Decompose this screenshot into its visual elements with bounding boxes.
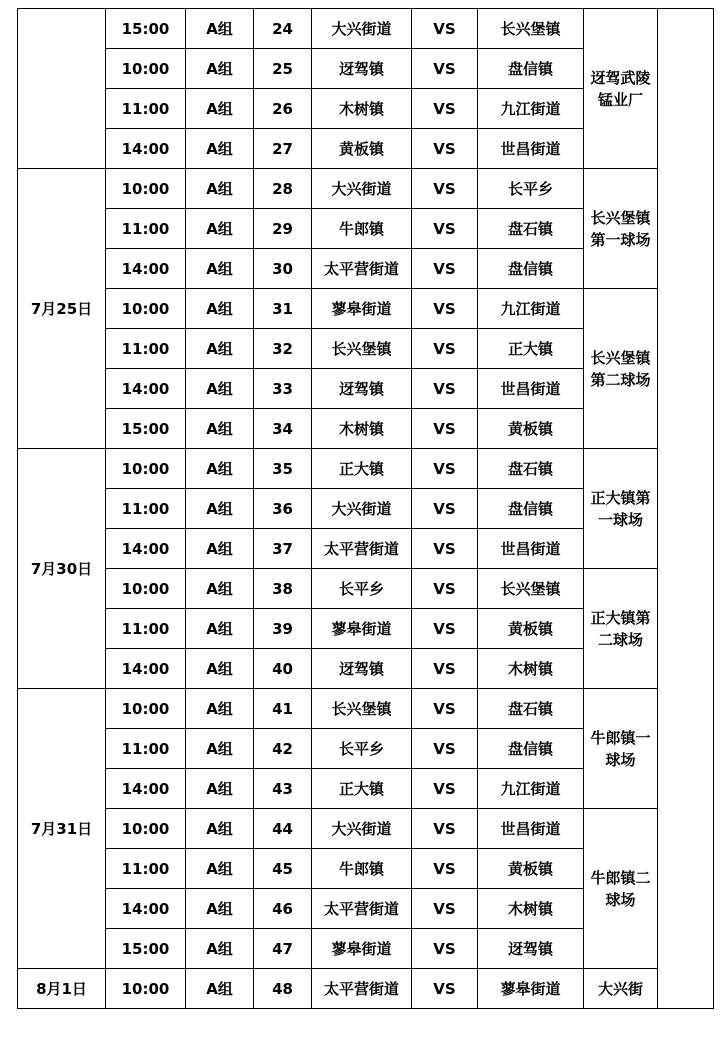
match-number-cell: 30 [254, 249, 312, 289]
home-team-cell: 太平营街道 [312, 249, 412, 289]
group-cell: A组 [186, 529, 254, 569]
time-cell: 14:00 [106, 369, 186, 409]
match-number-cell: 33 [254, 369, 312, 409]
vs-cell: VS [412, 289, 478, 329]
match-number-cell: 26 [254, 89, 312, 129]
away-team-cell: 长平乡 [478, 169, 584, 209]
home-team-cell: 长平乡 [312, 729, 412, 769]
group-cell: A组 [186, 849, 254, 889]
time-cell: 11:00 [106, 209, 186, 249]
time-cell: 14:00 [106, 769, 186, 809]
venue-cell: 牛郎镇二球场 [584, 809, 658, 969]
away-team-cell: 世昌街道 [478, 529, 584, 569]
match-number-cell: 45 [254, 849, 312, 889]
time-cell: 10:00 [106, 689, 186, 729]
group-cell: A组 [186, 49, 254, 89]
vs-cell: VS [412, 249, 478, 289]
away-team-cell: 世昌街道 [478, 809, 584, 849]
group-cell: A组 [186, 449, 254, 489]
home-team-cell: 木树镇 [312, 409, 412, 449]
vs-cell: VS [412, 769, 478, 809]
match-number-cell: 25 [254, 49, 312, 89]
match-number-cell: 40 [254, 649, 312, 689]
group-cell: A组 [186, 929, 254, 969]
time-cell: 11:00 [106, 89, 186, 129]
venue-cell: 大兴街 [584, 969, 658, 1009]
venue-cell: 长兴堡镇第一球场 [584, 169, 658, 289]
match-number-cell: 47 [254, 929, 312, 969]
group-cell: A组 [186, 489, 254, 529]
away-team-cell: 木树镇 [478, 649, 584, 689]
away-team-cell: 长兴堡镇 [478, 569, 584, 609]
away-team-cell: 迓驾镇 [478, 929, 584, 969]
away-team-cell: 长兴堡镇 [478, 9, 584, 49]
group-cell: A组 [186, 289, 254, 329]
group-cell: A组 [186, 769, 254, 809]
home-team-cell: 迓驾镇 [312, 649, 412, 689]
group-cell: A组 [186, 9, 254, 49]
venue-cell: 迓驾武陵锰业厂 [584, 9, 658, 169]
table-row [18, 809, 714, 849]
group-cell: A组 [186, 649, 254, 689]
vs-cell: VS [412, 529, 478, 569]
time-cell: 10:00 [106, 809, 186, 849]
group-cell: A组 [186, 609, 254, 649]
home-team-cell: 太平营街道 [312, 969, 412, 1009]
vs-cell: VS [412, 329, 478, 369]
table-row [18, 569, 714, 609]
group-cell: A组 [186, 329, 254, 369]
home-team-cell: 蓼皋街道 [312, 929, 412, 969]
match-number-cell: 37 [254, 529, 312, 569]
group-cell: A组 [186, 369, 254, 409]
vs-cell: VS [412, 609, 478, 649]
time-cell: 11:00 [106, 849, 186, 889]
away-team-cell: 黄板镇 [478, 409, 584, 449]
vs-cell: VS [412, 649, 478, 689]
match-number-cell: 34 [254, 409, 312, 449]
home-team-cell: 正大镇 [312, 449, 412, 489]
group-cell: A组 [186, 729, 254, 769]
time-cell: 15:00 [106, 9, 186, 49]
vs-cell: VS [412, 689, 478, 729]
venue-cell: 长兴堡镇第二球场 [584, 289, 658, 449]
home-team-cell: 太平营街道 [312, 889, 412, 929]
table-row [18, 169, 714, 209]
time-cell: 14:00 [106, 889, 186, 929]
match-number-cell: 44 [254, 809, 312, 849]
match-number-cell: 36 [254, 489, 312, 529]
vs-cell: VS [412, 969, 478, 1009]
away-team-cell: 世昌街道 [478, 369, 584, 409]
home-team-cell: 牛郎镇 [312, 209, 412, 249]
time-cell: 11:00 [106, 329, 186, 369]
match-number-cell: 48 [254, 969, 312, 1009]
match-number-cell: 24 [254, 9, 312, 49]
venue-cell: 牛郎镇一球场 [584, 689, 658, 809]
time-cell: 10:00 [106, 569, 186, 609]
away-team-cell: 盘石镇 [478, 689, 584, 729]
away-team-cell: 盘信镇 [478, 729, 584, 769]
match-number-cell: 41 [254, 689, 312, 729]
match-number-cell: 27 [254, 129, 312, 169]
away-team-cell: 九江街道 [478, 89, 584, 129]
vs-cell: VS [412, 409, 478, 449]
table-row [18, 689, 714, 729]
away-team-cell: 黄板镇 [478, 609, 584, 649]
schedule-body [18, 9, 714, 1009]
match-number-cell: 46 [254, 889, 312, 929]
away-team-cell: 世昌街道 [478, 129, 584, 169]
time-cell: 10:00 [106, 449, 186, 489]
group-cell: A组 [186, 209, 254, 249]
away-team-cell: 九江街道 [478, 289, 584, 329]
home-team-cell: 大兴街道 [312, 9, 412, 49]
vs-cell: VS [412, 569, 478, 609]
date-cell [18, 9, 106, 169]
time-cell: 11:00 [106, 609, 186, 649]
vs-cell: VS [412, 369, 478, 409]
group-cell: A组 [186, 89, 254, 129]
table-row [18, 9, 714, 49]
vs-cell: VS [412, 449, 478, 489]
match-number-cell: 32 [254, 329, 312, 369]
vs-cell: VS [412, 89, 478, 129]
away-team-cell: 盘信镇 [478, 249, 584, 289]
venue-cell: 正大镇第二球场 [584, 569, 658, 689]
home-team-cell: 大兴街道 [312, 809, 412, 849]
table-row [18, 969, 714, 1009]
match-number-cell: 28 [254, 169, 312, 209]
home-team-cell: 正大镇 [312, 769, 412, 809]
home-team-cell: 长兴堡镇 [312, 329, 412, 369]
date-cell: 7月30日 [18, 449, 106, 689]
group-cell: A组 [186, 969, 254, 1009]
group-cell: A组 [186, 889, 254, 929]
match-number-cell: 39 [254, 609, 312, 649]
vs-cell: VS [412, 169, 478, 209]
match-number-cell: 35 [254, 449, 312, 489]
time-cell: 14:00 [106, 529, 186, 569]
away-team-cell: 正大镇 [478, 329, 584, 369]
home-team-cell: 太平营街道 [312, 529, 412, 569]
vs-cell: VS [412, 489, 478, 529]
away-team-cell: 盘信镇 [478, 489, 584, 529]
home-team-cell: 大兴街道 [312, 169, 412, 209]
match-number-cell: 38 [254, 569, 312, 609]
time-cell: 15:00 [106, 409, 186, 449]
vs-cell: VS [412, 729, 478, 769]
away-team-cell: 蓼皋街道 [478, 969, 584, 1009]
vs-cell: VS [412, 129, 478, 169]
away-team-cell: 盘石镇 [478, 449, 584, 489]
vs-cell: VS [412, 9, 478, 49]
home-team-cell: 长兴堡镇 [312, 689, 412, 729]
time-cell: 14:00 [106, 249, 186, 289]
group-cell: A组 [186, 569, 254, 609]
date-cell: 7月25日 [18, 169, 106, 449]
time-cell: 11:00 [106, 489, 186, 529]
match-number-cell: 42 [254, 729, 312, 769]
home-team-cell: 黄板镇 [312, 129, 412, 169]
home-team-cell: 迓驾镇 [312, 49, 412, 89]
away-team-cell: 木树镇 [478, 889, 584, 929]
home-team-cell: 长平乡 [312, 569, 412, 609]
group-cell: A组 [186, 129, 254, 169]
home-team-cell: 迓驾镇 [312, 369, 412, 409]
vs-cell: VS [412, 849, 478, 889]
time-cell: 14:00 [106, 649, 186, 689]
vs-cell: VS [412, 209, 478, 249]
home-team-cell: 大兴街道 [312, 489, 412, 529]
match-number-cell: 29 [254, 209, 312, 249]
venue-cell: 正大镇第一球场 [584, 449, 658, 569]
home-team-cell: 蓼皋街道 [312, 289, 412, 329]
vs-cell: VS [412, 889, 478, 929]
time-cell: 15:00 [106, 929, 186, 969]
table-row [18, 289, 714, 329]
vs-cell: VS [412, 49, 478, 89]
time-cell: 10:00 [106, 289, 186, 329]
home-team-cell: 蓼皋街道 [312, 609, 412, 649]
match-number-cell: 43 [254, 769, 312, 809]
time-cell: 10:00 [106, 969, 186, 1009]
date-cell: 7月31日 [18, 689, 106, 969]
match-schedule-table [17, 8, 714, 1009]
group-cell: A组 [186, 809, 254, 849]
table-row [18, 449, 714, 489]
away-team-cell: 黄板镇 [478, 849, 584, 889]
time-cell: 10:00 [106, 49, 186, 89]
time-cell: 11:00 [106, 729, 186, 769]
group-cell: A组 [186, 689, 254, 729]
vs-cell: VS [412, 809, 478, 849]
group-cell: A组 [186, 409, 254, 449]
vs-cell: VS [412, 929, 478, 969]
remarks-cell [658, 9, 714, 1009]
away-team-cell: 九江街道 [478, 769, 584, 809]
group-cell: A组 [186, 169, 254, 209]
away-team-cell: 盘石镇 [478, 209, 584, 249]
time-cell: 14:00 [106, 129, 186, 169]
date-cell: 8月1日 [18, 969, 106, 1009]
time-cell: 10:00 [106, 169, 186, 209]
away-team-cell: 盘信镇 [478, 49, 584, 89]
match-number-cell: 31 [254, 289, 312, 329]
group-cell: A组 [186, 249, 254, 289]
home-team-cell: 牛郎镇 [312, 849, 412, 889]
home-team-cell: 木树镇 [312, 89, 412, 129]
